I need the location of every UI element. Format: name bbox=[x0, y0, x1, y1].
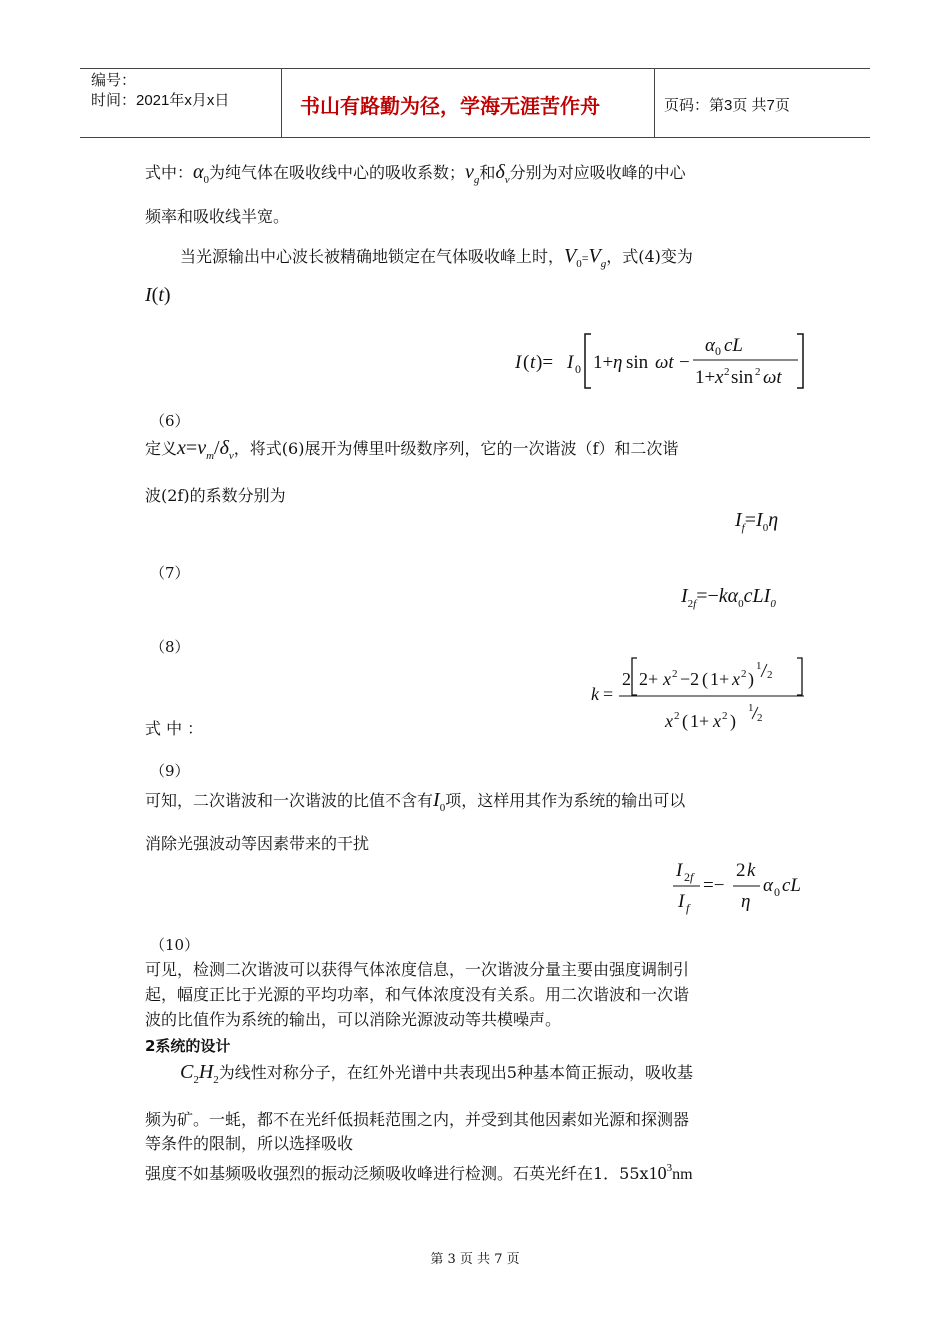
svg-text:x: x bbox=[663, 669, 671, 689]
section-title: 2系统的设计 bbox=[145, 1037, 231, 1055]
svg-text:ωt: ωt bbox=[763, 367, 782, 388]
svg-text:)=: )= bbox=[536, 352, 554, 373]
equation-number: （10） bbox=[150, 936, 200, 954]
svg-text:I: I bbox=[678, 891, 685, 912]
header-page-label: 页码：第3页 共7页 bbox=[664, 97, 790, 114]
equation-number: （6） bbox=[150, 412, 190, 430]
svg-text:2: 2 bbox=[741, 668, 747, 680]
equation-10 bbox=[668, 852, 813, 918]
paragraph-line: 可知，二次谐波和一次谐波的比值不含有$I_0$项，这样用其作为系统的输出可以 bbox=[145, 789, 686, 814]
svg-text:I: I bbox=[567, 352, 574, 373]
svg-text:1+: 1+ bbox=[695, 367, 716, 388]
svg-text:2: 2 bbox=[622, 669, 631, 689]
paragraph-line: 起，幅度正比于光源的平均功率，和气体浓度没有关系。用二次谐波和一次谐 bbox=[145, 985, 690, 1004]
equation-9 bbox=[585, 650, 810, 742]
header-motto: 书山有路勤为径，学海无涯苦作舟 bbox=[300, 94, 600, 118]
svg-text:2+: 2+ bbox=[639, 669, 659, 689]
svg-text:2: 2 bbox=[674, 710, 680, 722]
svg-text:): ) bbox=[730, 711, 736, 731]
svg-text:2: 2 bbox=[757, 712, 763, 724]
svg-text:1+: 1+ bbox=[710, 669, 730, 689]
svg-text:2: 2 bbox=[736, 860, 746, 881]
svg-text:k: k bbox=[591, 684, 599, 704]
svg-text:0: 0 bbox=[715, 344, 721, 358]
svg-text:sin: sin bbox=[731, 367, 754, 388]
paragraph-line: 波的比值作为系统的输出，可以消除光源波动等共模噪声。 bbox=[145, 1010, 562, 1029]
svg-text:0: 0 bbox=[575, 362, 581, 376]
header-divider bbox=[281, 69, 282, 137]
equation-number: （8） bbox=[150, 638, 190, 656]
paragraph-line: 式中：$\alpha_0$为纯气体在吸收线中心的吸收系数；$v_g$和$\delta_v$分别为对应吸收峰的中心 bbox=[145, 161, 686, 186]
svg-text:x: x bbox=[713, 711, 721, 731]
svg-text:α: α bbox=[763, 875, 773, 896]
svg-text:I: I bbox=[676, 860, 683, 881]
svg-text:1+: 1+ bbox=[593, 352, 614, 373]
svg-text:2: 2 bbox=[724, 366, 730, 378]
paragraph-line: $C_2H_2$为线性对称分子，在红外光谱中共表现出5种基本简正振动，吸收基 bbox=[180, 1061, 693, 1086]
svg-text:2: 2 bbox=[672, 668, 678, 680]
page-footer: 第 3 页 共 7 页 bbox=[430, 1252, 520, 1267]
paragraph-line: 等条件的限制，所以选择吸收 bbox=[145, 1134, 354, 1153]
svg-text:t: t bbox=[530, 352, 536, 373]
svg-text:cL: cL bbox=[724, 335, 743, 356]
svg-text:ωt: ωt bbox=[655, 352, 674, 373]
paragraph-line: 波(2f)的系数分别为 bbox=[145, 486, 286, 505]
equation-number: （9） bbox=[150, 762, 190, 780]
paragraph-line: 当光源输出中心波长被精确地锁定在气体吸收峰上时，$V_0=V_g$，式(4)变为 bbox=[180, 245, 693, 270]
svg-text:x: x bbox=[715, 367, 724, 388]
header-time-label: 时间：2021年x月x日 bbox=[91, 92, 230, 109]
equation-6 bbox=[505, 328, 815, 394]
svg-text:η: η bbox=[741, 891, 751, 912]
svg-text:η: η bbox=[613, 352, 623, 373]
svg-text:1: 1 bbox=[748, 702, 754, 714]
svg-text:(: ( bbox=[523, 352, 530, 373]
svg-text:2: 2 bbox=[755, 366, 761, 378]
paragraph-line: 强度不如基频吸收强烈的振动泛频吸收峰进行检测。石英光纤在1．$55x10^3nm$ bbox=[145, 1162, 693, 1183]
svg-text:2: 2 bbox=[722, 710, 728, 722]
paragraph-line: 消除光强波动等因素带来的干扰 bbox=[145, 834, 370, 853]
paragraph-line: 定义$x=v_m/\delta_v$，将式(6)展开为傅里叶级数序列，它的一次谐波（f）和二次谐 bbox=[145, 437, 679, 462]
svg-text:−2: −2 bbox=[680, 669, 700, 689]
paragraph-line: 频为矿。一蚝，都不在光纤低损耗范围之内，并受到其他因素如光源和探测器 bbox=[145, 1110, 690, 1129]
header-divider bbox=[654, 69, 655, 137]
svg-text:1: 1 bbox=[756, 660, 762, 672]
svg-text:I: I bbox=[515, 352, 522, 373]
svg-text:): ) bbox=[748, 669, 754, 689]
svg-text:(: ( bbox=[702, 669, 708, 689]
header-number-label: 编号： bbox=[91, 72, 137, 89]
svg-text:=−: =− bbox=[703, 875, 725, 896]
svg-text:sin: sin bbox=[626, 352, 649, 373]
paragraph-line: 式 中 ： bbox=[145, 719, 204, 738]
svg-text:(: ( bbox=[682, 711, 688, 731]
equation-8: $I_{2f}=-k\alpha_0cLI_0$ bbox=[681, 585, 776, 610]
svg-text:2: 2 bbox=[767, 669, 773, 681]
svg-text:x: x bbox=[665, 711, 673, 731]
svg-text:=: = bbox=[603, 684, 614, 704]
svg-text:f: f bbox=[686, 901, 690, 915]
svg-text:cL: cL bbox=[782, 875, 801, 896]
math-expression: I(t) bbox=[145, 284, 171, 306]
paragraph-line: 频率和吸收线半宽。 bbox=[145, 207, 290, 226]
paragraph-line: 可见，检测二次谐波可以获得气体浓度信息，一次谐波分量主要由强度调制引 bbox=[145, 960, 690, 979]
svg-text:1+: 1+ bbox=[690, 711, 710, 731]
equation-number: （7） bbox=[150, 564, 190, 582]
svg-text:x: x bbox=[732, 669, 740, 689]
svg-text:2f: 2f bbox=[684, 870, 694, 884]
svg-text:−: − bbox=[679, 352, 690, 373]
equation-7: $I_f=I_0\eta$ bbox=[735, 509, 779, 534]
svg-text:α: α bbox=[705, 335, 715, 356]
svg-text:0: 0 bbox=[774, 885, 780, 899]
svg-text:k: k bbox=[747, 860, 756, 881]
